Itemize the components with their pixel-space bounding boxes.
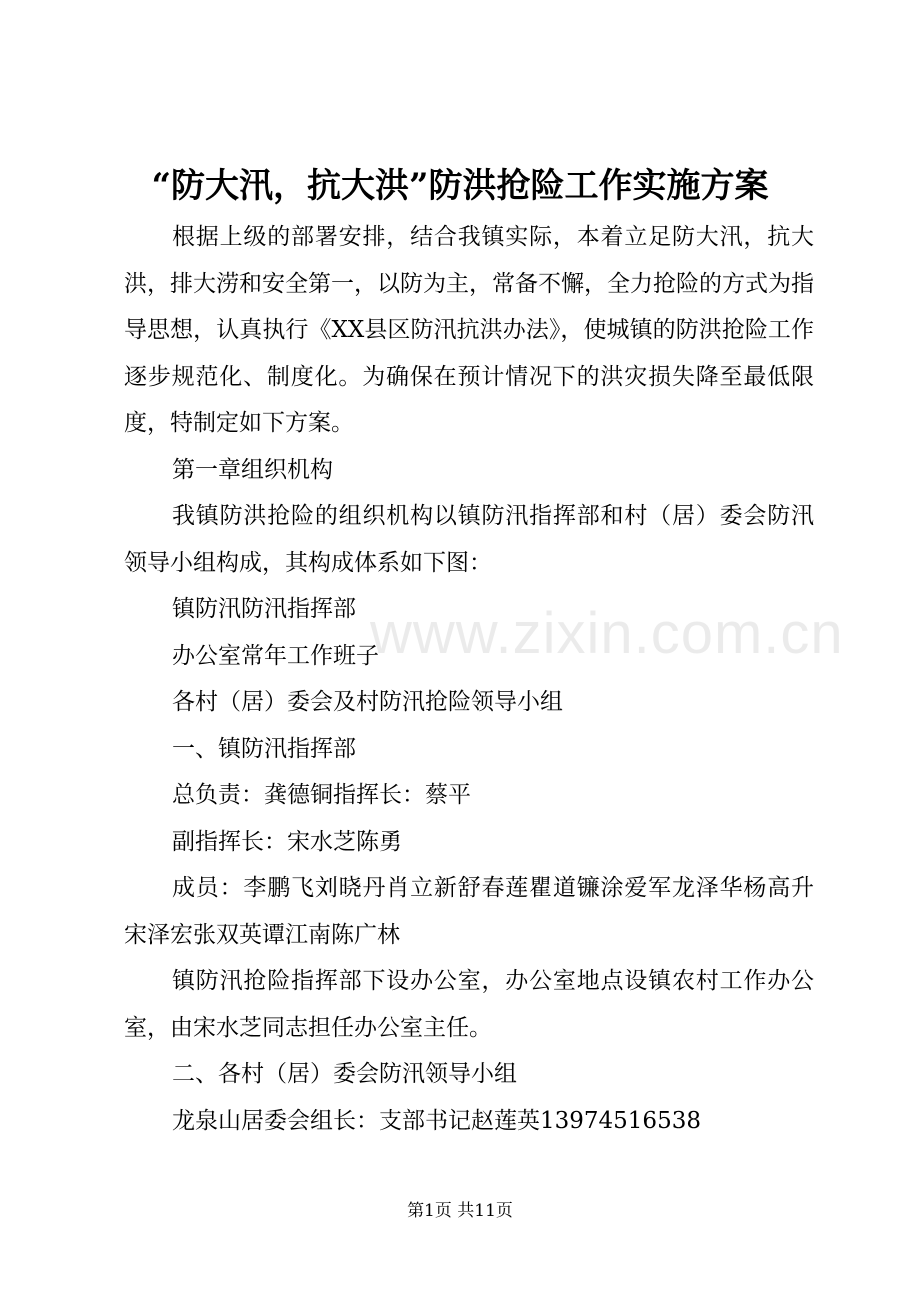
section-heading-1: 一、镇防汛指挥部 [172, 735, 356, 762]
watermark: www.zixin.com.cn [370, 601, 844, 666]
structure-item-headquarters: 镇防汛防汛指挥部 [172, 596, 356, 622]
village-leader-line: 龙泉山居委会组长：支部书记赵莲英13974516538 [172, 1107, 701, 1134]
paragraph-intro: 根据上级的部署安排，结合我镇实际，本着立足防大汛，抗大洪，排大涝和安全第一，以防为主，常备不懈，全力抢险的方式为指导思想，认真执行《XX县区防汛抗洪办法》，使城镇的防洪抢险工作逐步规范化、制度化。为确保在预计情况下的洪灾损失降至最低限度，特制定如下方案。 [124, 224, 814, 436]
structure-item-office: 办公室常年工作班子 [172, 642, 379, 669]
deputy-line: 副指挥长：宋水芝陈勇 [172, 828, 402, 855]
chapter-heading: 第一章组织机构 [172, 456, 333, 483]
chief-line: 总负责：龚德铜指挥长：蔡平 [172, 782, 471, 808]
structure-item-village-groups: 各村（居）委会及村防汛抢险领导小组 [172, 689, 563, 715]
page-footer: 第1页 共11页 [407, 1201, 513, 1221]
section-heading-2: 二、各村（居）委会防汛领导小组 [172, 1061, 517, 1087]
document-body [124, 214, 814, 1144]
office-paragraph: 镇防汛抢险指挥部下设办公室，办公室地点设镇农村工作办公室，由宋水芝同志担任办公室主任。 [124, 968, 814, 1041]
members-line: 成员：李鹏飞刘晓丹肖立新舒春莲瞿道镰涂爱军龙泽华杨高升宋泽宏张双英谭江南陈广林 [124, 875, 814, 948]
paragraph-organization: 我镇防洪抢险的组织机构以镇防汛指挥部和村（居）委会防汛领导小组构成，其构成体系如下图： [124, 503, 814, 576]
document-title: “防大汛，抗大洪”防洪抢险工作实施方案 [151, 166, 769, 206]
